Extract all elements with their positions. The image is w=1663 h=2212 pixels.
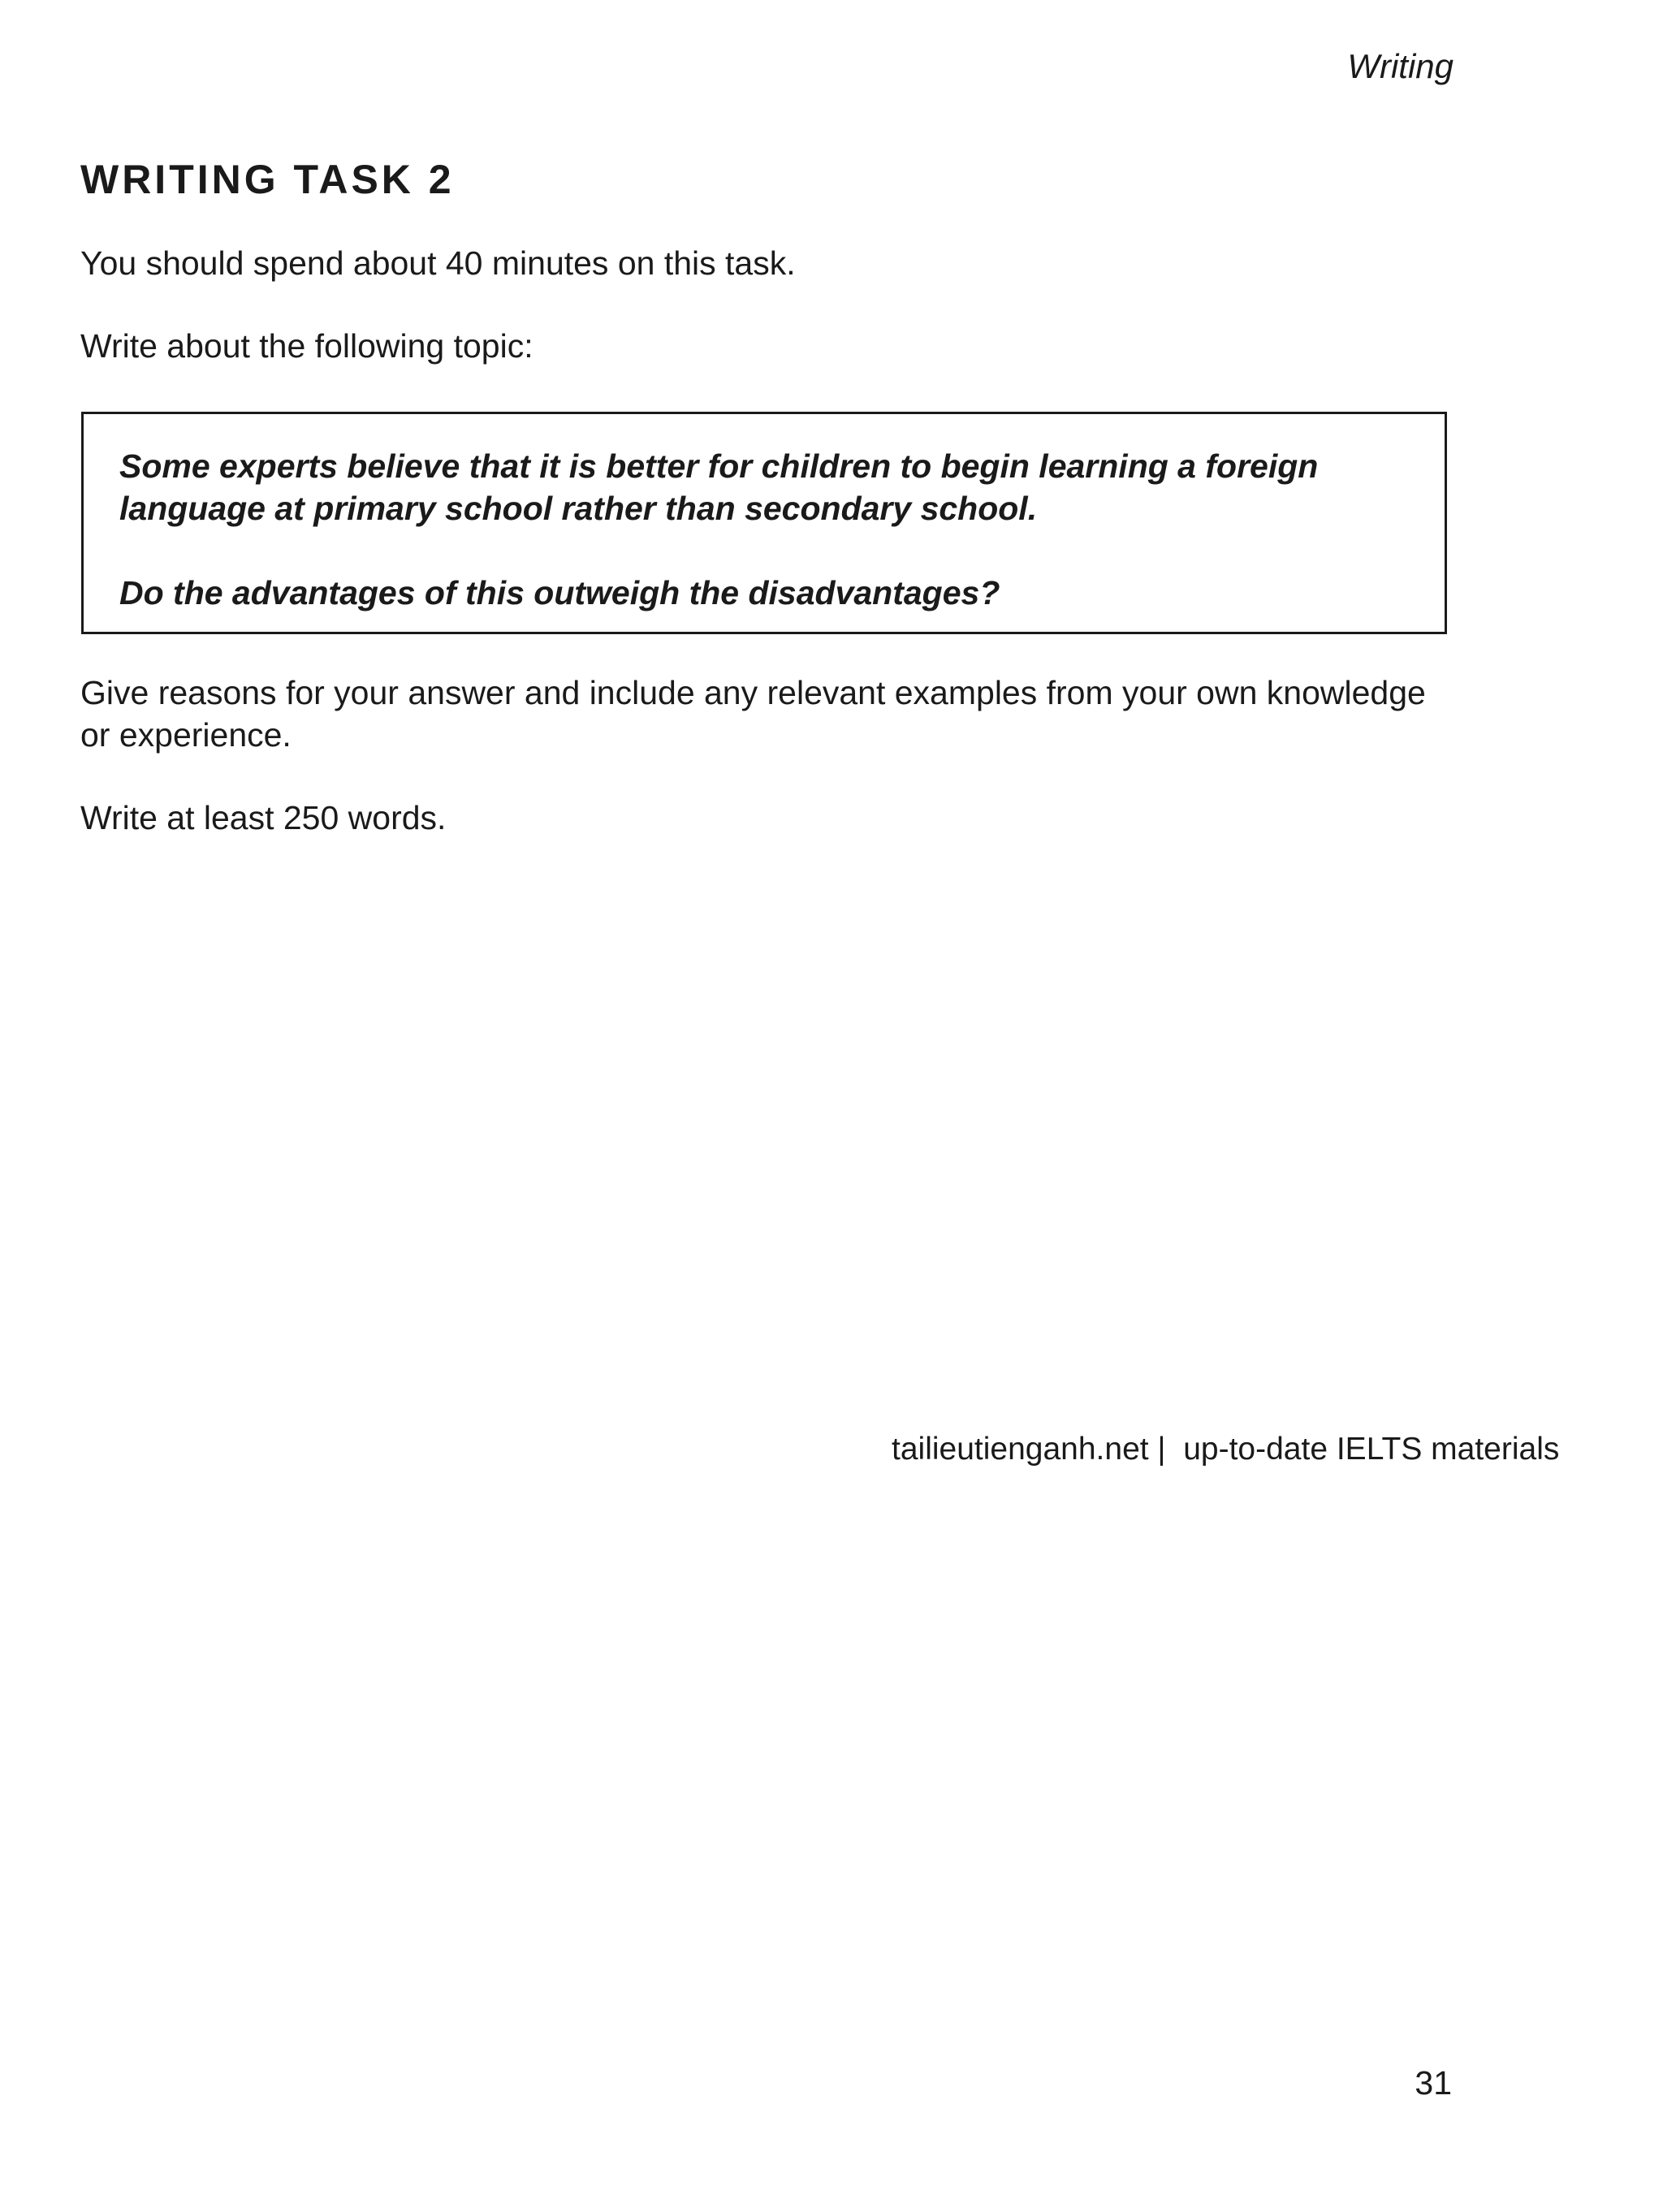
answer-instruction: Give reasons for your answer and include any relevant examples from your own knowledge or experience. [80, 674, 1426, 754]
word-count-instruction: Write at least 250 words. [80, 799, 447, 836]
prompt-statement: Some experts believe that it is better for children to begin learning a foreign language at primary school rather than secondary school. [119, 447, 1319, 527]
footer-credit: tailieutienganh.net | up-to-date IELTS materials [892, 1432, 1560, 1467]
prompt-question: Do the advantages of this outweigh the disadvantages? [119, 574, 1000, 611]
page-number: 31 [1415, 2064, 1452, 2102]
task-title: WRITING TASK 2 [80, 157, 455, 202]
section-label: Writing [1347, 47, 1454, 85]
prompt-box [81, 412, 1447, 634]
topic-intro: Write about the following topic: [80, 327, 533, 365]
time-note: You should spend about 40 minutes on this task. [80, 244, 796, 282]
